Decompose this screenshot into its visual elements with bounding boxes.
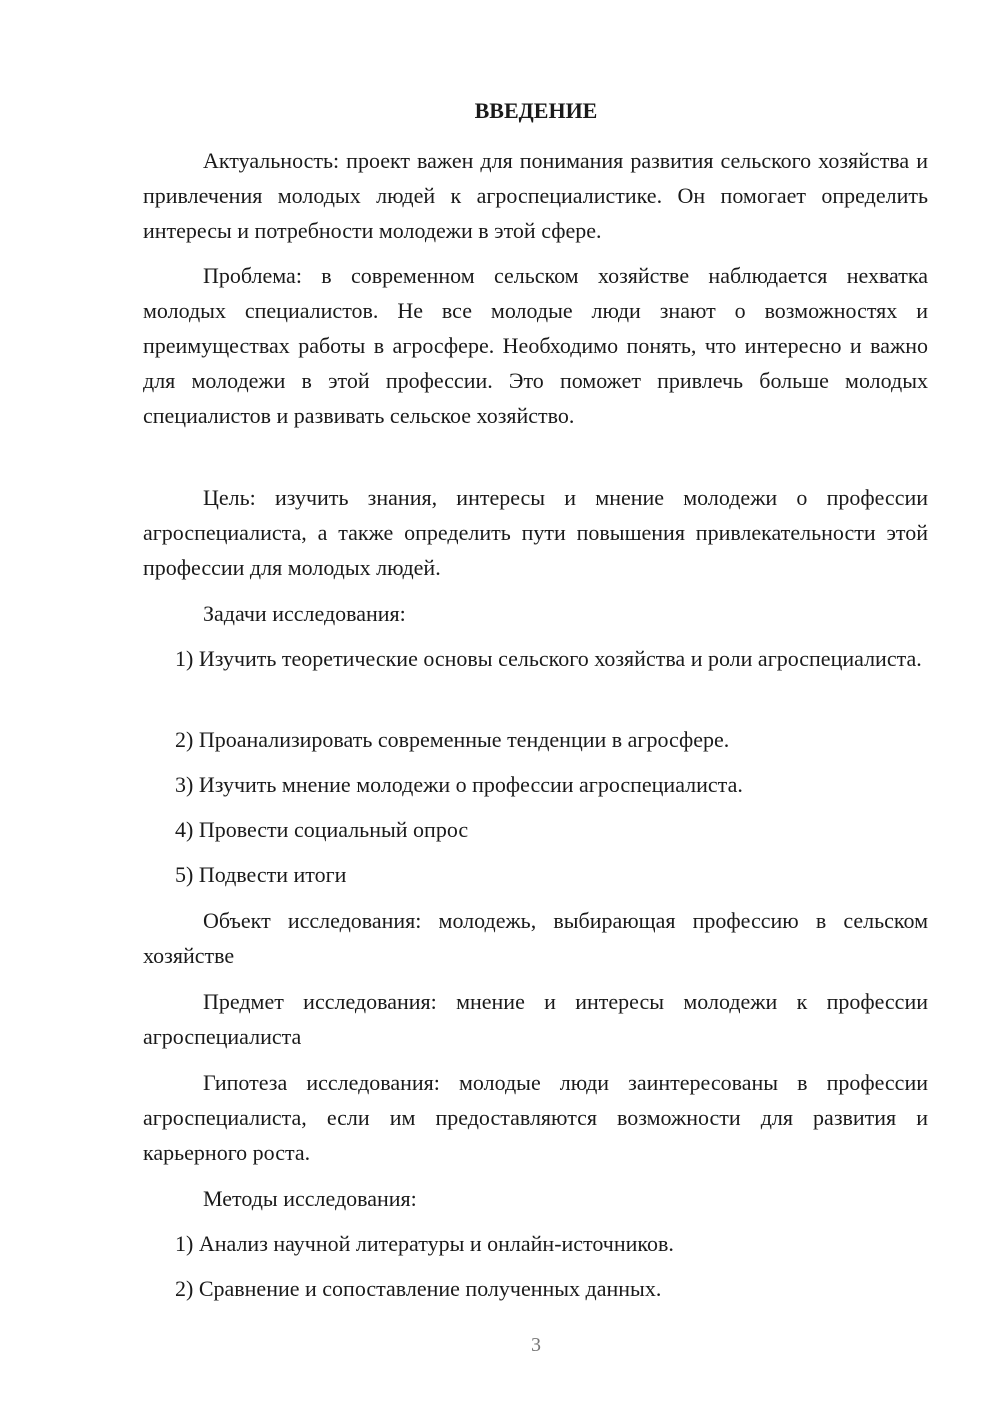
- subject-paragraph: Предмет исследования: мнение и интересы молодежи к профессии агроспециалиста: [143, 989, 928, 1049]
- goal-paragraph: Цель: изучить знания, интересы и мнение молодежи о профессии агроспециалиста, а также определить пути повышения привлекательности этой профессии для молодых людей.: [143, 485, 928, 580]
- methods-heading: Методы исследования:: [203, 1186, 417, 1211]
- task-item: 2) Проанализировать современные тенденции в агросфере.: [175, 727, 730, 752]
- method-item: 2) Сравнение и сопоставление полученных данных.: [175, 1276, 662, 1301]
- problem-paragraph: Проблема: в современном сельском хозяйстве наблюдается нехватка молодых специалистов. Не все молодые люди знают о возможностях и преимуществах работы в агросфере. Необходимо понять, что интересно и важно для молодежи в этой профессии. Это поможет привлечь больше молодых специалистов и развивать сельское хозяйство.: [143, 263, 928, 428]
- tasks-heading: Задачи исследования:: [203, 601, 406, 626]
- page-title: ВВЕДЕНИЕ: [474, 98, 598, 123]
- task-item: 3) Изучить мнение молодежи о профессии агроспециалиста.: [175, 772, 743, 797]
- task-item: 1) Изучить теоретические основы сельского хозяйства и роли агроспециалиста.: [175, 646, 922, 671]
- relevance-paragraph: Актуальность: проект важен для понимания развития сельского хозяйства и привлечения молодых людей к агроспециалистике. Он помогает определить интересы и потребности молодежи в этой сфере.: [143, 148, 928, 243]
- task-item: 4) Провести социальный опрос: [175, 817, 469, 842]
- task-item: 5) Подвести итоги: [175, 862, 347, 887]
- hypothesis-paragraph: Гипотеза исследования: молодые люди заинтересованы в профессии агроспециалиста, если им предоставляются возможности для развития и карьерного роста.: [143, 1070, 928, 1165]
- page-number: 3: [531, 1334, 541, 1356]
- method-item: 1) Анализ научной литературы и онлайн-источников.: [175, 1231, 674, 1256]
- object-paragraph: Объект исследования: молодежь, выбирающая профессию в сельском хозяйстве: [143, 908, 928, 968]
